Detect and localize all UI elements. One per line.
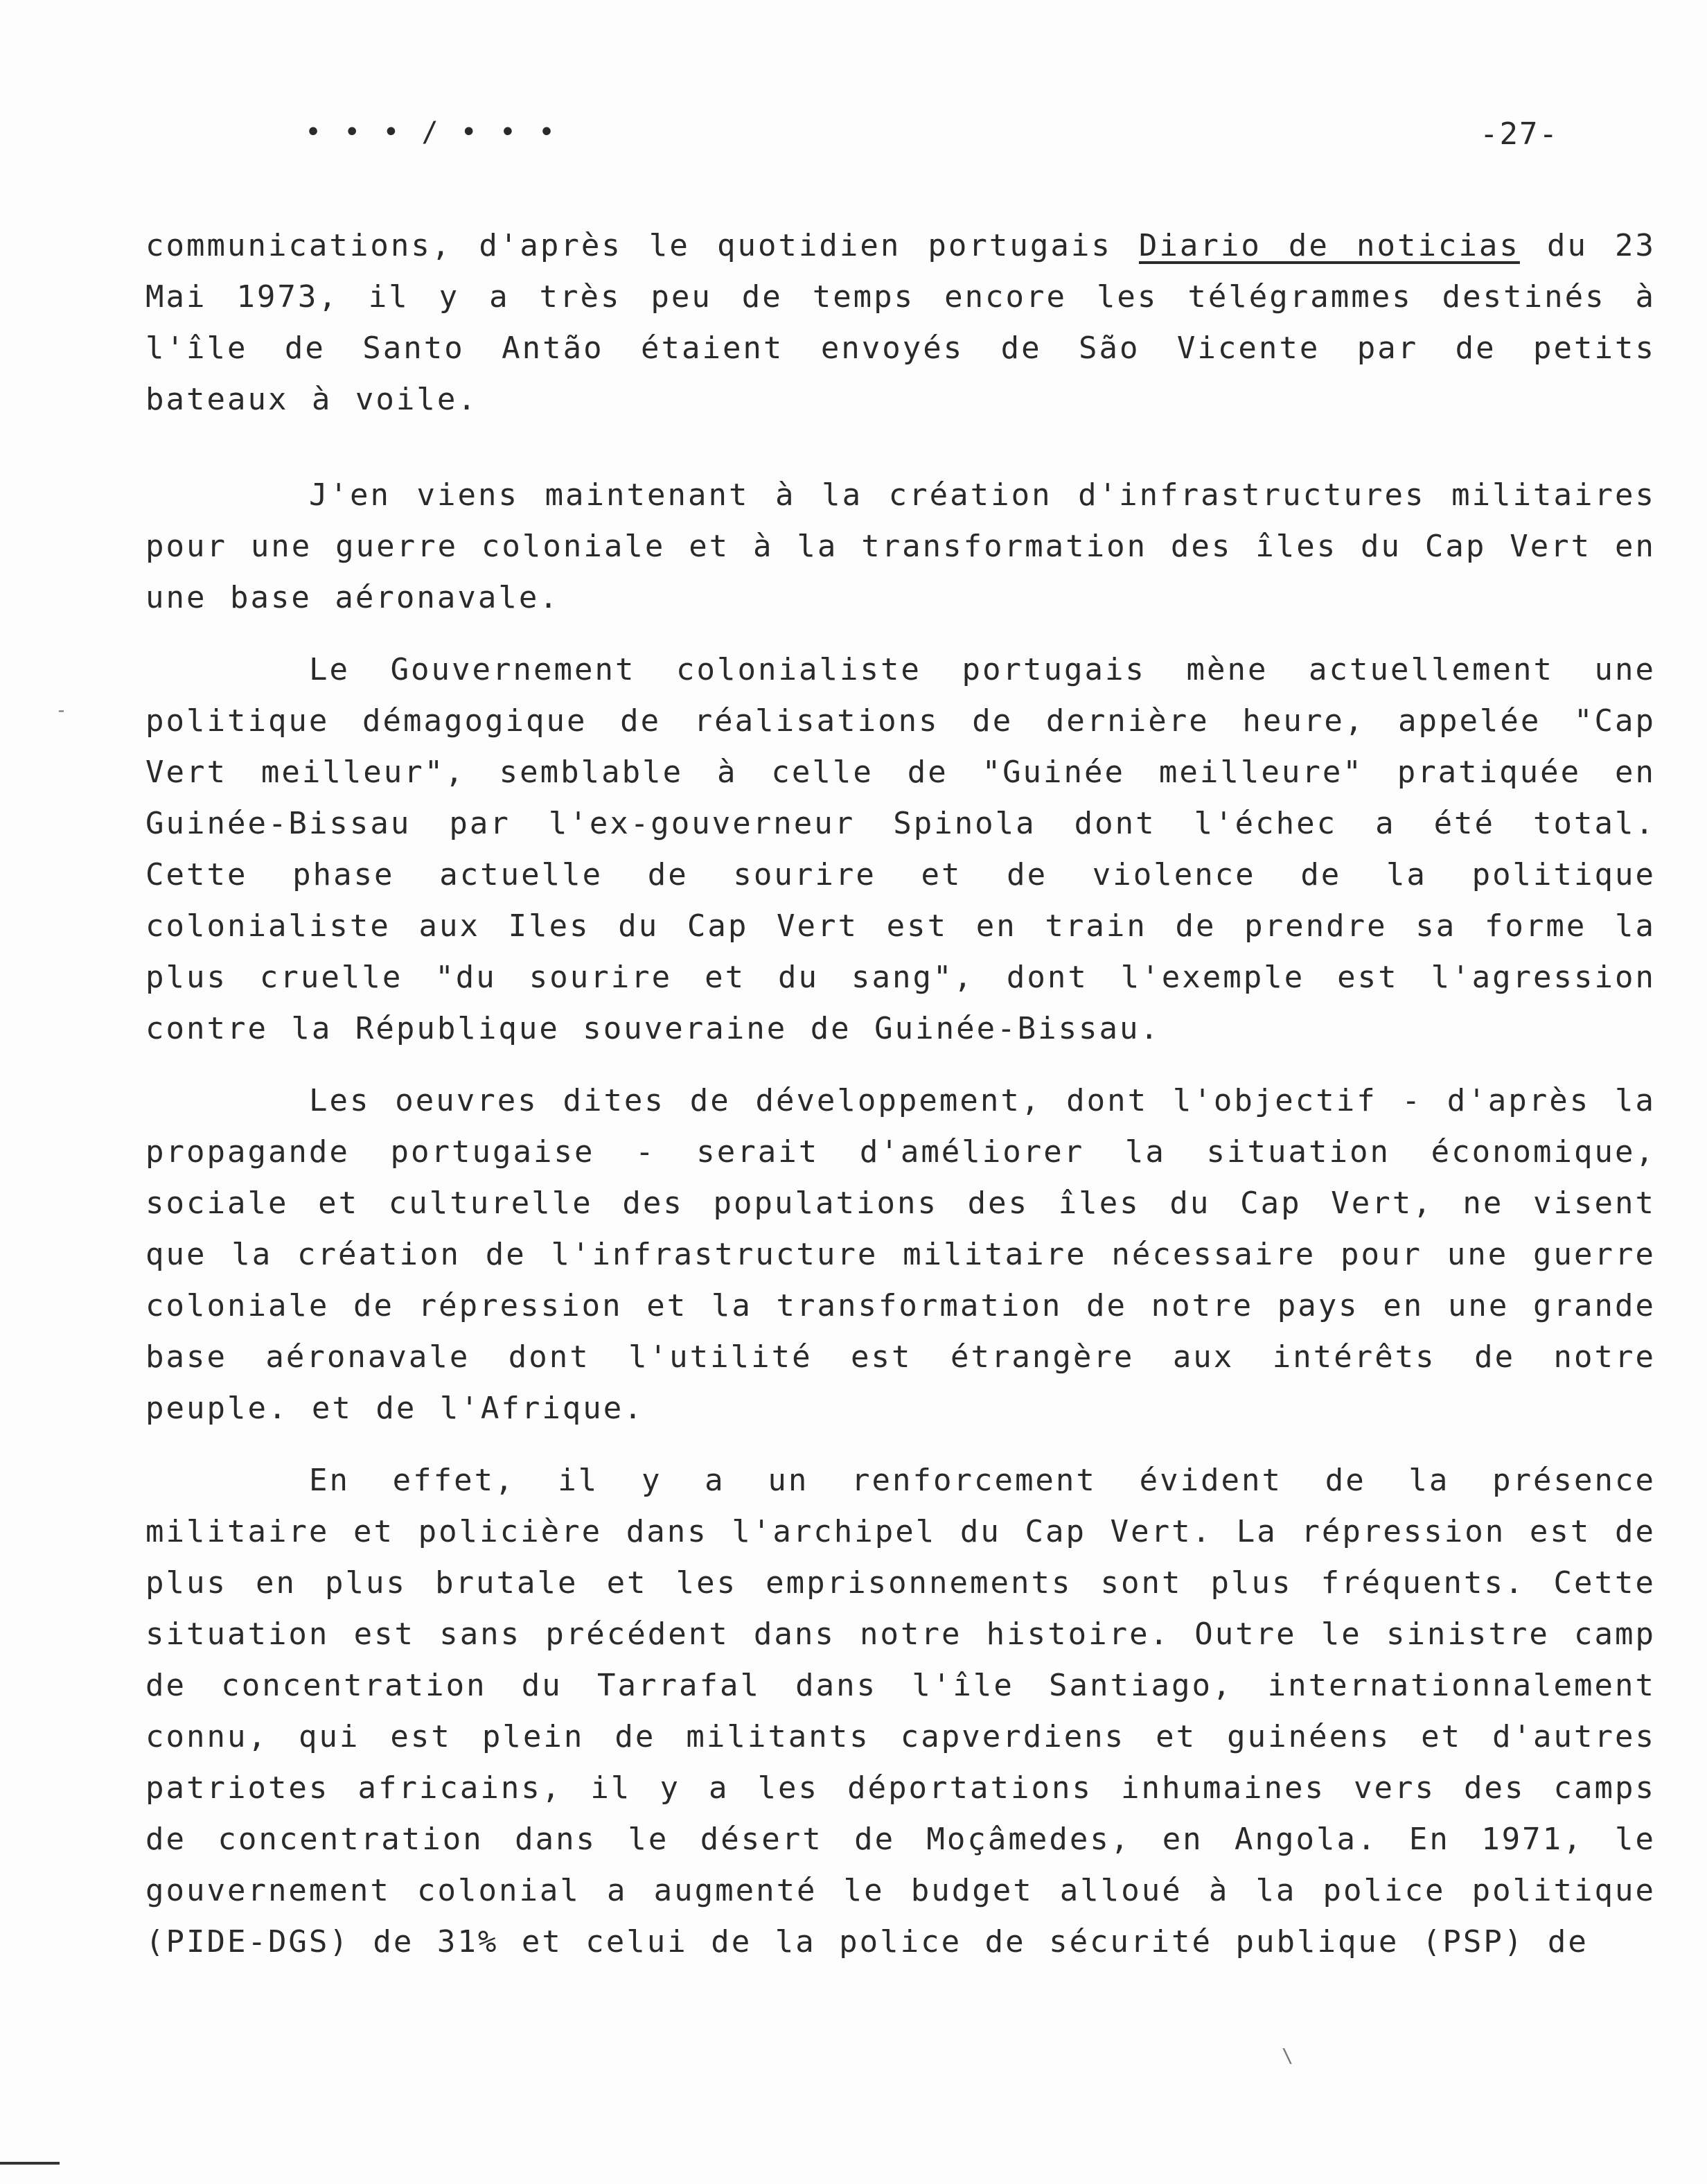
paragraph-1-text: communications, d'après le quotidien portugais [145,228,1139,263]
newspaper-title: Diario de noticias [1138,228,1520,263]
paragraph-2-text: J'en viens maintenant à la création d'infrastructures militaires pour une guerre coloniale et à la transformation des îles du Cap Vert en une base aéronavale. [145,477,1656,615]
paragraph-1-text-continued: du 23 Mai 1973, il y a très peu de temps encore les télégrammes destinés à l'île de Santo Antão étaient envoyés de São Vicente par de petits bateaux à voile. [145,228,1656,417]
paragraph-2 [145,470,1656,624]
paragraph-1 [145,220,1656,425]
paragraph-4 [145,1075,1656,1434]
scan-speck: \ [1282,2044,1293,2067]
continuation-mark: • • • / • • • [305,116,558,148]
paragraph-3-text: Le Gouvernement colonialiste portugais mène actuellement une politique démagogique de réalisations de dernière heure, appelée "Cap Vert meilleur", semblable à celle de "Guinée meilleure" pratiquée en Guinée-Bissau par l'ex-gouverneur Spinola dont l'échec a été total. Cette phase actuelle de sourire et de violence de la politique colonialiste aux Iles du Cap Vert est en train de prendre sa forme la plus cruelle "du sourire et du sang", dont l'exemple est l'agression contre la République souveraine de Guinée-Bissau. [145,652,1656,1046]
paragraph-4-text: Les oeuvres dites de développement, dont l'objectif - d'après la propagande portugaise - serait d'améliorer la situation économique, sociale et culturelle des populations des îles du Cap Vert, ne visent que la création de l'infrastructure militaire nécessaire pour une guerre coloniale de répression et la transformation de notre pays en une grande base aéronavale dont l'utilité est étrangère aux intérêts de notre peuple. et de l'Afrique. [145,1083,1656,1426]
paragraph-5-text: En effet, il y a un renforcement évident de la présence militaire et policière dans l'archipel du Cap Vert. La répression est de plus en plus brutale et les emprisonnements sont plus fréquents. Cette situation est sans précédent dans notre histoire. Outre le sinistre camp de concentration du Tarrafal dans l'île Santiago, internationnalement connu, qui est plein de militants capverdiens et guinéens et d'autres patriotes africains, il y a les déportations inhumaines vers des camps de concentration dans le désert de Moçâmedes, en Angola. En 1971, le gouvernement colonial a augmenté le budget alloué à la police politique (PIDE-DGS) de 31% et celui de la police de sécurité publique (PSP) de [145,1463,1656,1960]
body-text [145,220,1656,1968]
page-number: -27- [1480,116,1559,152]
scan-edge-rule [0,2162,60,2165]
paragraph-5 [145,1455,1656,1968]
paragraph-3 [145,644,1656,1055]
scan-speck: - [55,698,67,721]
